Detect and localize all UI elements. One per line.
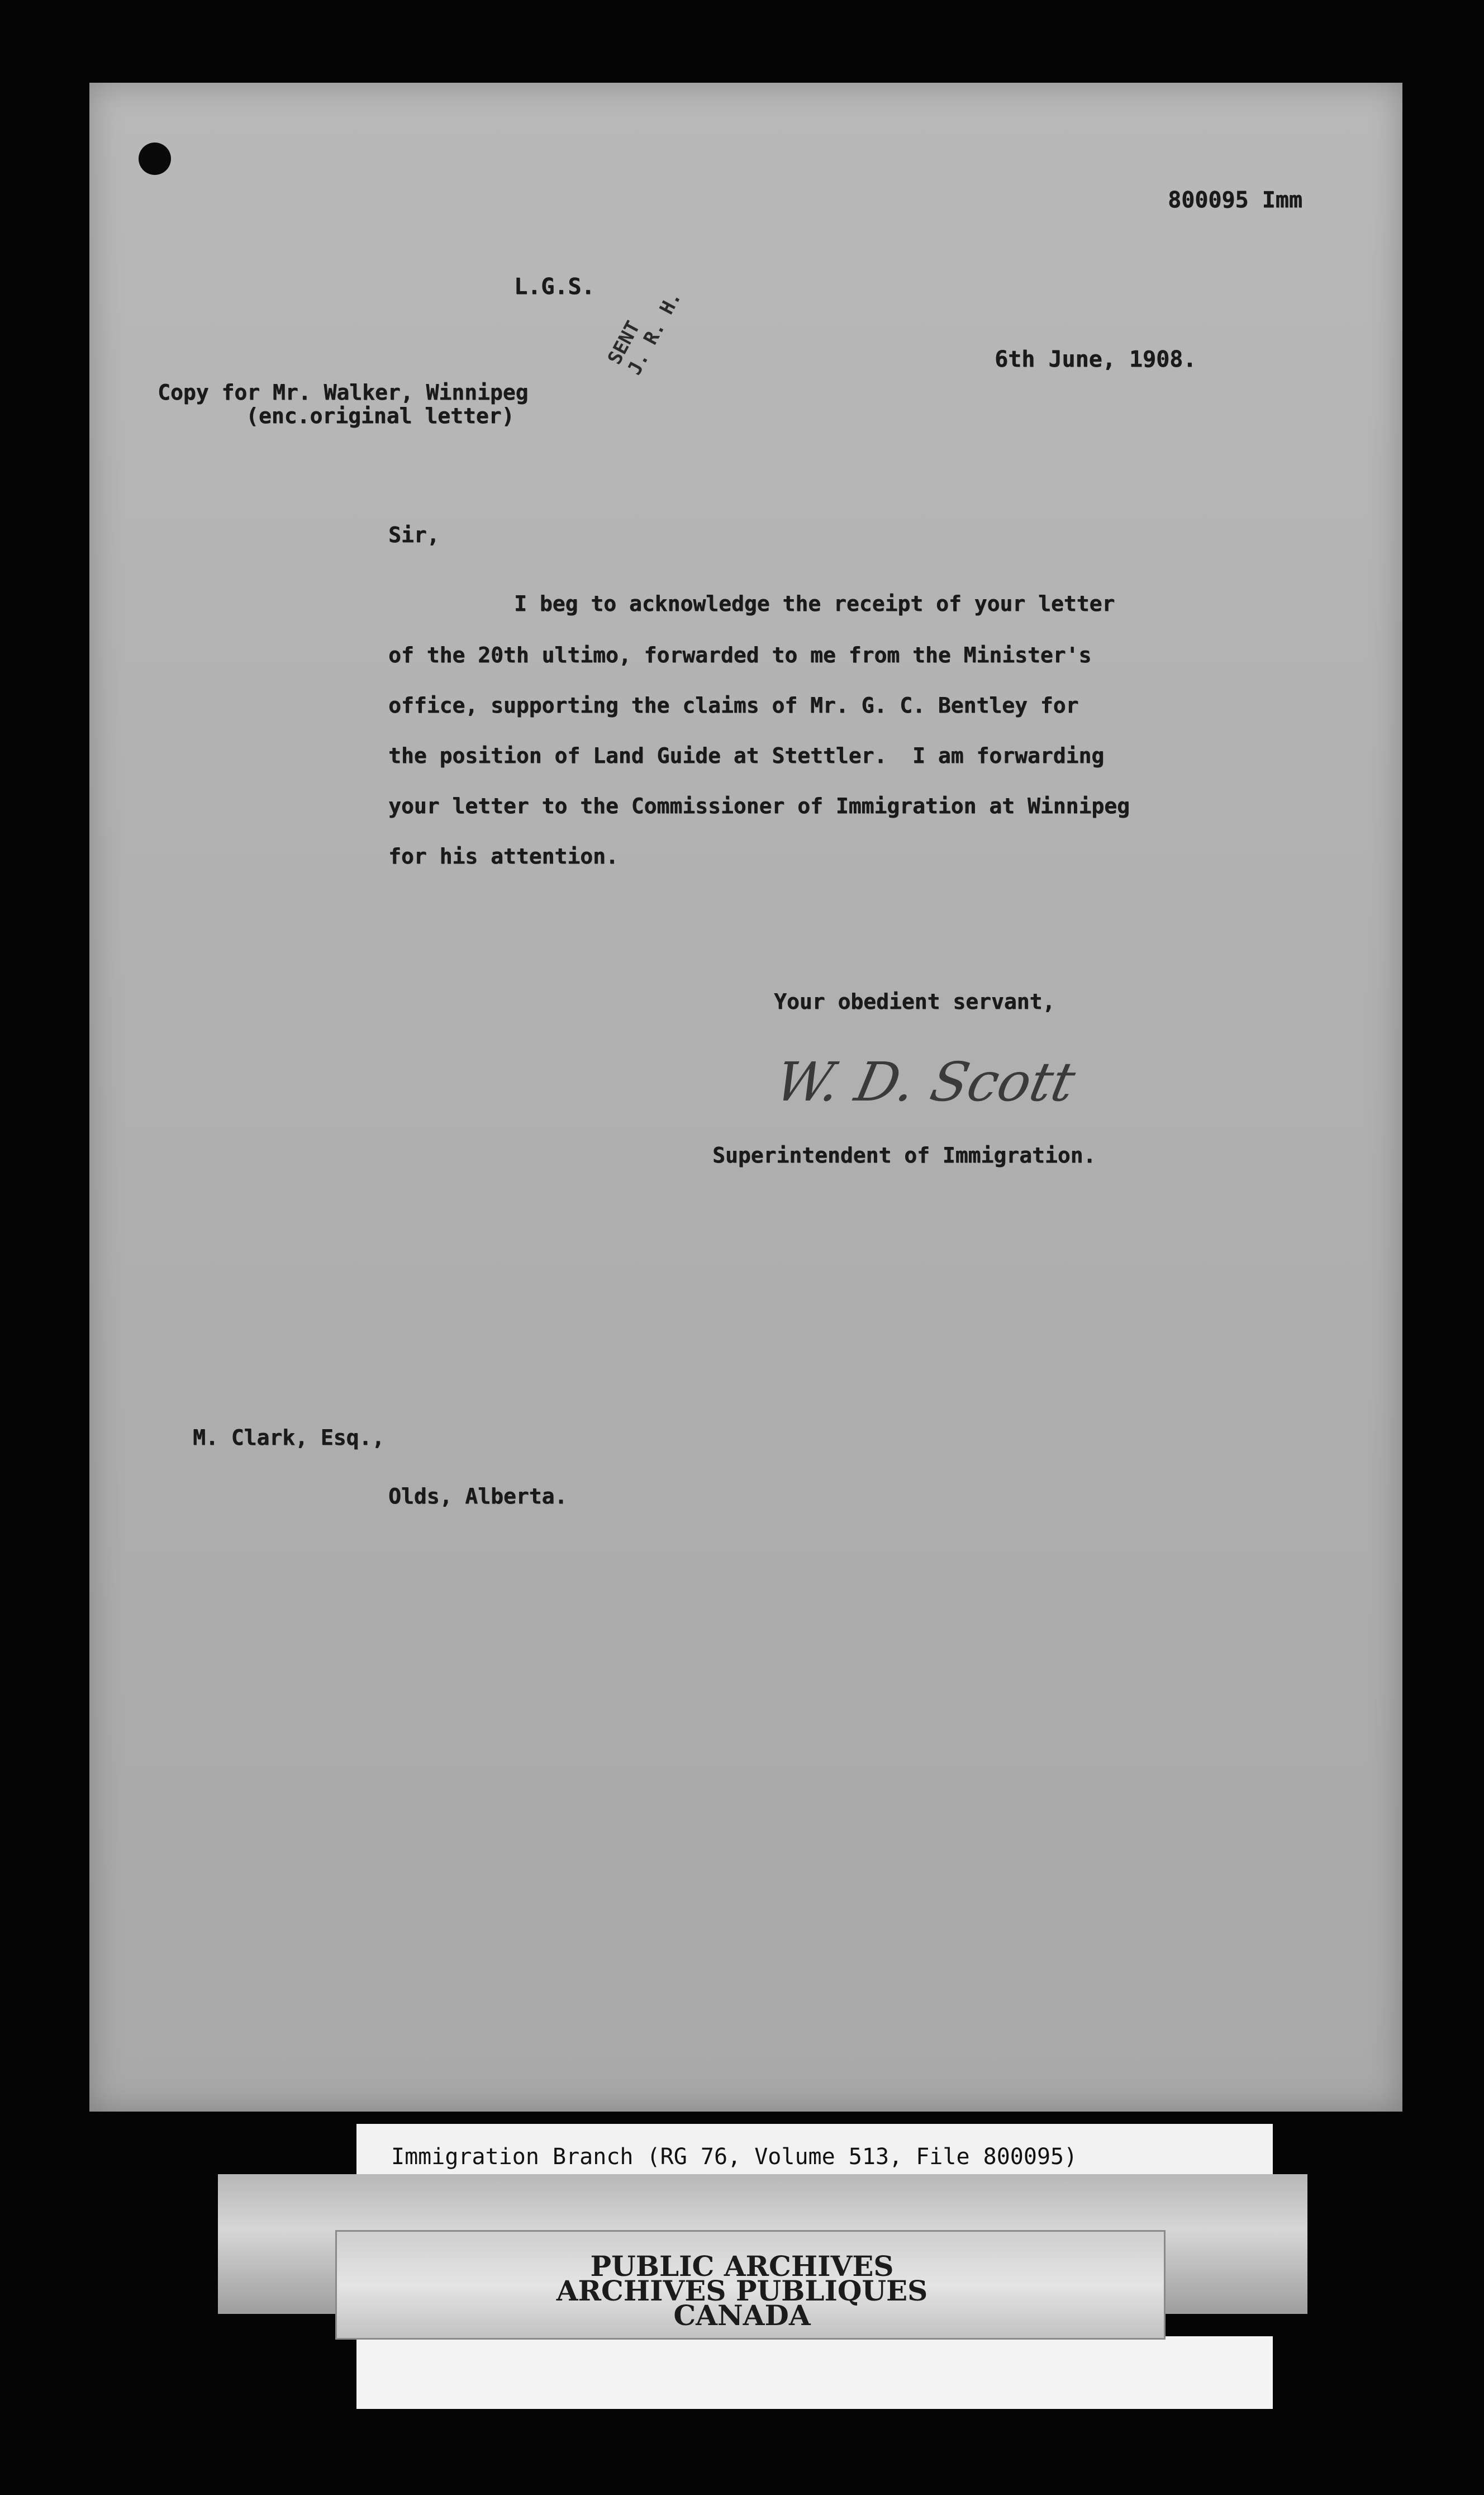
copy-line-1: Copy for Mr. Walker, Winnipeg xyxy=(158,380,529,405)
archive-reference: Immigration Branch (RG 76, Volume 513, File 800095) xyxy=(391,2144,1078,2170)
archive-label-bottom xyxy=(356,2336,1273,2409)
body-line: for his attention. xyxy=(388,844,619,869)
addressee-place: Olds, Alberta. xyxy=(388,1484,568,1509)
punch-hole xyxy=(139,143,171,175)
copy-line-2: (enc.original letter) xyxy=(246,404,515,428)
signer-title: Superintendent of Immigration. xyxy=(712,1143,1096,1168)
letter-date: 6th June, 1908. xyxy=(995,347,1197,372)
archive-stamp-line: CANADA xyxy=(673,2299,811,2332)
file-number: 800095 Imm xyxy=(1168,187,1302,213)
signature: W. D. Scott xyxy=(770,1051,1081,1113)
archive-stamp-line: ARCHIVES PUBLIQUES xyxy=(556,2274,928,2307)
sent-stamp: SENT J. R. H. xyxy=(603,287,686,379)
addressee-name: M. Clark, Esq., xyxy=(193,1425,385,1450)
initials: L.G.S. xyxy=(514,274,595,300)
body-line: the position of Land Guide at Stettler. I am forwarding xyxy=(388,743,1105,768)
body-line: of the 20th ultimo, forwarded to me from the Minister's xyxy=(388,643,1092,667)
body-line: office, supporting the claims of Mr. G. C. Bentley for xyxy=(388,693,1079,718)
salutation: Sir, xyxy=(388,523,440,547)
bleed-through-text xyxy=(765,1258,838,1761)
body-line: your letter to the Commissioner of Immigration at Winnipeg xyxy=(388,794,1130,818)
body-line: I beg to acknowledge the receipt of your letter xyxy=(514,591,1115,616)
archive-stamp-line: PUBLIC ARCHIVES xyxy=(590,2250,894,2283)
closing: Your obedient servant, xyxy=(774,989,1055,1014)
